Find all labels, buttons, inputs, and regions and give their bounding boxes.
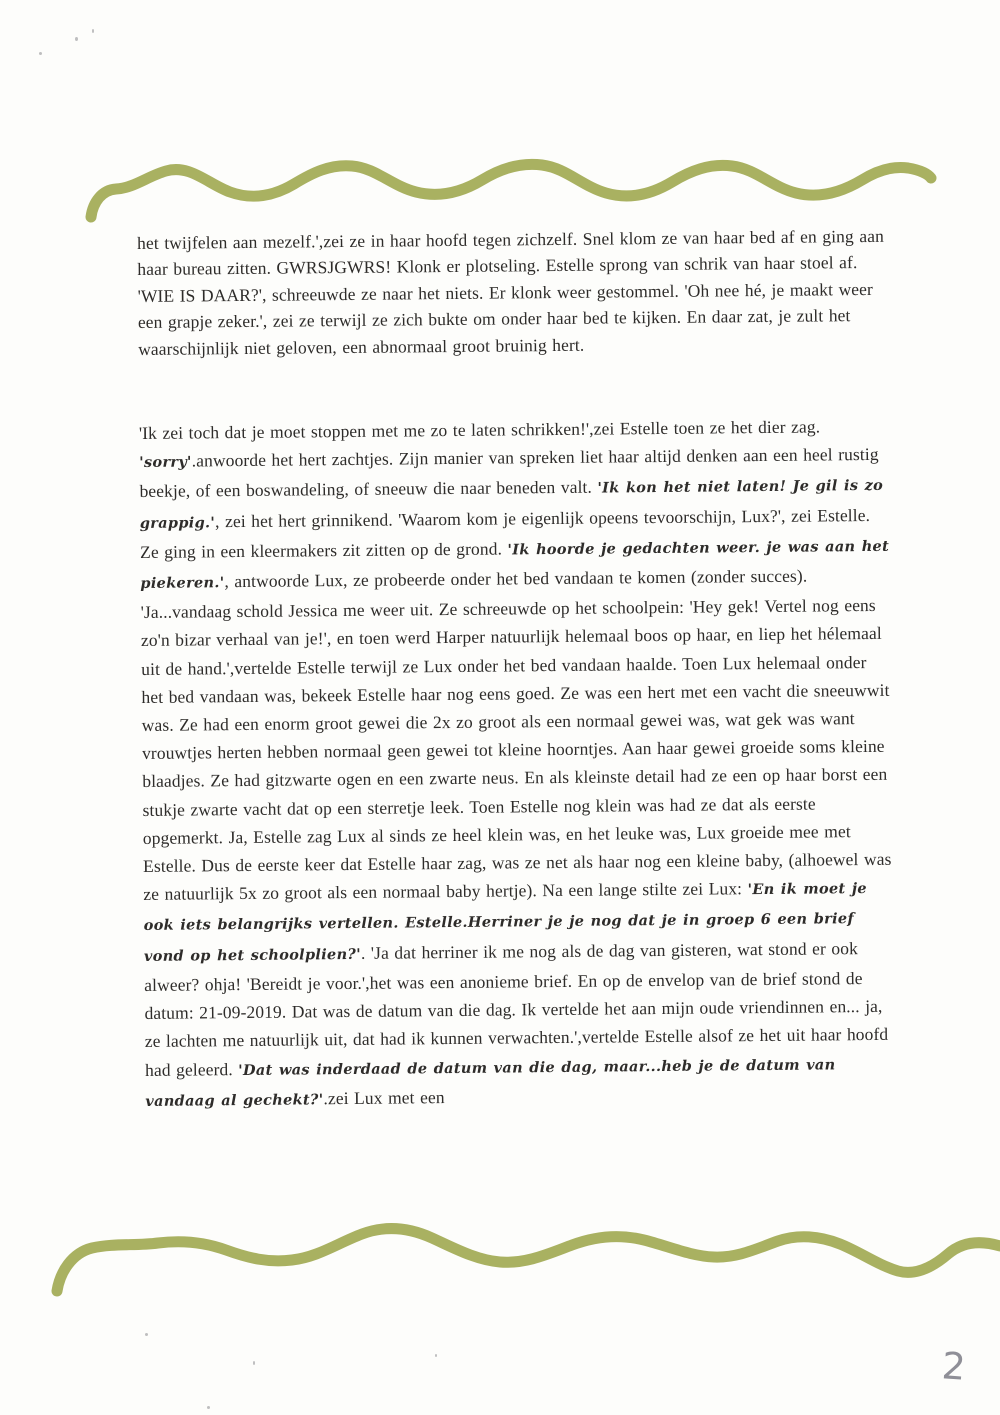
- typed-text: , zei het hert grinnikend. 'Waarom kom je eigenlijk opeens tevoorschijn, Lux?', zei Estelle. Ze ging in een kleermakers zit zitten op de grond.: [139, 504, 871, 562]
- typed-text: het twijfelen aan mezelf.',zei ze in haar hoofd tegen zichzelf. Snel klom ze van haar bed af en ging aan haar bureau zitten. GWRSJGWRS! Klonk er plotseling. Estelle sprong van schrik van haar stoel af. 'WIE IS DAAR?', schreeuwde ze naar het niets. Er klonk weer gestommel. 'Oh nee hé, je maakt weer een grapje zeker.', zei ze terwijl ze zich bukte om onder haar bed te kijken. En daar zat, je zult het waarschijnlijk niet geloven, een abnormaal groot bruinig hert.: [137, 225, 884, 359]
- handwritten-quote-text: 'Ik kon het niet laten! Je gil is zo grappig.': [139, 477, 884, 532]
- scan-speck: [75, 37, 78, 41]
- paragraph: [137, 223, 890, 362]
- scan-speck: [253, 1361, 255, 1365]
- typed-text: , antwoorde Lux, ze probeerde onder het bed vandaan te komen (zonder succes). 'Ja...vandaag schold Jessica me weer uit. Ze schreeuwde op het schoolpein: 'Hey gek! Vertel nog eens zo'n bizar verhaal van je!', en toen werd Harper natuurlijk helemaal boos op haar, en liep het hélemaal uit de hand.',vertelde Estelle terwijl ze Lux onder het bed vandaan haalde. Toen Lux helemaal onder het bed vandaan was, bekeek Estelle haar nog eens goed. Ze was een hert met een vacht die sneeuwwit was. Ze had een enorm groot gewei die 2x zo groot als een normaal gewei was, wat gek was want vrouwtjes herten hebben normaal geen gewei tot kleine hoorntjes. Aan haar gewei groeide soms kleine blaadjes. Ze had gitzwarte ogen en een zwarte neus. En als kleinste detail had ze een op haar borst een stukje zwarte vacht dat op een sterretje leek. Toen Estelle nog klein was had ze dat als eerste opgemerkt. Ja, Estelle zag Lux al sinds ze heel klein was, en het leuke was, Lux groeide mee met Estelle. Dus de eerste keer dat Estelle haar zag, was ze net als haar nog een kleine baby, (alhoewel was ze natuurlijk 5x zo groot als een normaal baby hertje). Na een lange stilte zei Lux:: [140, 565, 892, 905]
- typed-text: .zei Lux met een: [323, 1086, 445, 1108]
- handwritten-quote-text: 'Dat was inderdaad de datum van die dag, maar...heb je de datum van vandaag al gechekt?': [145, 1055, 836, 1110]
- story-text: [137, 223, 897, 1116]
- typed-text: 'Ik zei toch dat je moet stoppen met me zo te laten schrikken!',zei Estelle toen ze het dier zag.: [138, 416, 821, 444]
- handwritten-quote-text: 'En ik moet je ook iets belangrijks vertellen. Estelle.Herriner je je nog dat je in groep 6 een brief vond op het schoolplien?': [143, 880, 868, 965]
- typed-text: . 'Ja dat herriner ik me nog als de dag van gisteren, wat stond er ook alweer? ohja! 'Bereidt je voor.',het was een anonieme brief. En op de envelop van de brief stond de datum: 21-09-2019. Dat was de datum van die dag. Ik vertelde het aan mijn oude vriendinnen en... ja, ze lachten me natuurlijk uit, dat had ik kunnen verwachten.',vertelde Estelle alsof ze het uit haar hoofd had geleerd.: [144, 937, 889, 1080]
- scan-speck: [435, 1354, 437, 1357]
- scan-speck: [145, 1333, 148, 1336]
- typed-text: .anwoorde het hert zachtjes. Zijn manier van spreken liet haar altijd denken aan een heel rustig beekje, of een boswandeling, of sneeuw die naar beneden valt.: [139, 444, 879, 502]
- scan-speck: [207, 1406, 210, 1409]
- scan-speck: [92, 29, 94, 33]
- handwritten-quote-text: 'sorry': [139, 453, 192, 472]
- handwritten-page-number: 2: [940, 1344, 968, 1389]
- handwritten-quote-text: 'Ik hoorde je gedachten weer. je was aan het piekeren.': [140, 537, 890, 593]
- paragraph: [139, 412, 898, 1116]
- scan-speck: [39, 52, 42, 55]
